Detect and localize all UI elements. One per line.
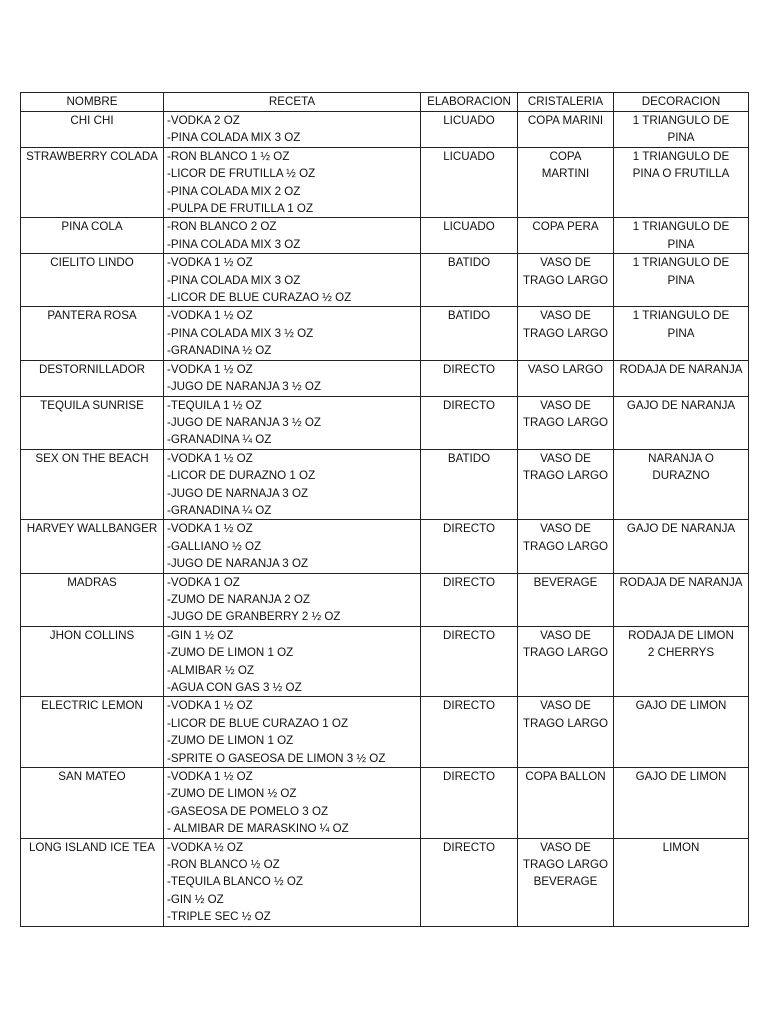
recipe-line: -GIN ½ OZ — [167, 892, 224, 906]
recipe-line: -GIN 1 ½ OZ — [167, 628, 234, 642]
cristaleria-line: COPA BALLON — [525, 770, 606, 784]
table-row — [21, 520, 749, 573]
recipe-line: -GALLIANO ½ OZ — [167, 539, 262, 553]
cristaleria-cell — [518, 697, 614, 768]
cristaleria-line: VASO DE — [540, 522, 591, 536]
recipe-cell — [164, 573, 421, 626]
cristaleria-cell — [518, 307, 614, 360]
elaboracion-text: BATIDO — [447, 256, 491, 270]
cristaleria-cell — [518, 573, 614, 626]
decoracion-cell — [614, 768, 749, 839]
cocktail-name: JHON COLLINS — [49, 628, 135, 642]
recipe-cell — [164, 254, 421, 307]
elaboracion-text: DIRECTO — [443, 575, 495, 589]
recipe-line: -RON BLANCO 2 OZ — [167, 220, 277, 234]
decoracion-line: NARANJA O — [648, 451, 714, 465]
table-row — [21, 254, 749, 307]
table-body — [21, 112, 749, 927]
recipe-line: -PINA COLADA MIX 3 OZ — [167, 273, 301, 287]
recipe-line: -PINA COLADA MIX 3 ½ OZ — [167, 326, 314, 340]
elaboracion-cell — [421, 396, 518, 449]
decoracion-cell — [614, 360, 749, 396]
table-row — [21, 838, 749, 926]
cristaleria-line: VASO LARGO — [527, 362, 604, 376]
recipe-line: -JUGO DE NARANJA 3 OZ — [167, 557, 309, 571]
elaboracion-cell — [421, 626, 518, 697]
recipe-cell — [164, 449, 421, 520]
header-receta: RECETA — [164, 93, 421, 112]
recipe-line: -JUGO DE NARANJA 3 ½ OZ — [167, 380, 321, 394]
recipe-line: -LICOR DE FRUTILLA ½ OZ — [167, 167, 316, 181]
decoracion-line: RODAJA DE NARANJA — [619, 575, 743, 589]
recipe-line: -RON BLANCO ½ OZ — [167, 858, 280, 872]
recipe-line: - ALMIBAR DE MARASKINO ¼ OZ — [167, 822, 349, 836]
cristaleria-cell — [518, 147, 614, 218]
decoracion-cell — [614, 147, 749, 218]
elaboracion-text: DIRECTO — [443, 362, 495, 376]
decoracion-cell — [614, 396, 749, 449]
cocktail-name-cell — [21, 838, 164, 926]
cristaleria-line: TRAGO LARGO — [522, 415, 609, 429]
recipe-line: -SPRITE O GASEOSA DE LIMON 3 ½ OZ — [167, 751, 386, 765]
cristaleria-line: COPA MARINI — [527, 114, 604, 127]
recipe-line: -VODKA 1 ½ OZ — [167, 362, 253, 376]
decoracion-line: GAJO DE NARANJA — [626, 522, 736, 536]
recipe-line: -GASEOSA DE POMELO 3 OZ — [167, 804, 329, 818]
recipe-cell — [164, 520, 421, 573]
decoracion-line: 2 CHERRYS — [647, 646, 715, 660]
decoracion-cell — [614, 573, 749, 626]
cristaleria-line: COPA PERA — [532, 220, 599, 234]
cristaleria-cell — [518, 396, 614, 449]
cristaleria-cell — [518, 626, 614, 697]
cristaleria-line: TRAGO LARGO — [522, 858, 609, 872]
recipe-line: -JUGO DE NARNAJA 3 OZ — [167, 486, 309, 500]
decoracion-line: 1 TRIANGULO DE — [632, 309, 730, 323]
elaboracion-text: DIRECTO — [443, 628, 495, 642]
elaboracion-cell — [421, 697, 518, 768]
cocktail-name: PANTERA ROSA — [47, 309, 137, 323]
recipe-cell — [164, 112, 421, 148]
decoracion-line: GAJO DE LIMON — [635, 699, 727, 713]
decoracion-cell — [614, 626, 749, 697]
cocktail-name: SAN MATEO — [58, 770, 126, 784]
cristaleria-line: VASO DE — [540, 398, 591, 412]
cristaleria-line: VASO DE — [540, 840, 591, 854]
cocktail-name: SEX ON THE BEACH — [35, 451, 149, 465]
cocktail-name-cell — [21, 396, 164, 449]
cocktail-name-cell — [21, 307, 164, 360]
decoracion-line: DURAZNO — [652, 469, 710, 483]
recipe-line: -PINA COLADA MIX 2 OZ — [167, 184, 301, 198]
elaboracion-cell — [421, 112, 518, 148]
elaboracion-cell — [421, 218, 518, 254]
recipe-cell — [164, 697, 421, 768]
decoracion-line: GAJO DE NARANJA — [626, 398, 736, 412]
decoracion-cell — [614, 112, 749, 148]
cocktail-name-cell — [21, 360, 164, 396]
decoracion-cell — [614, 520, 749, 573]
recipe-line: -LICOR DE BLUE CURAZAO 1 OZ — [167, 716, 349, 730]
table-row — [21, 573, 749, 626]
cocktail-name: CIELITO LINDO — [50, 256, 134, 270]
recipe-cell — [164, 626, 421, 697]
recipe-cell — [164, 147, 421, 218]
recipe-line: -TEQUILA 1 ½ OZ — [167, 398, 262, 412]
recipe-line: -RON BLANCO 1 ½ OZ — [167, 149, 290, 163]
recipe-line: -ZUMO DE LIMON 1 OZ — [167, 734, 294, 748]
cristaleria-line: VASO DE — [540, 699, 591, 713]
decoracion-line: 1 TRIANGULO DE — [632, 114, 730, 127]
table-row — [21, 147, 749, 218]
elaboracion-text: BATIDO — [447, 451, 491, 465]
recipe-cell — [164, 360, 421, 396]
recipe-line: -VODKA 1 ½ OZ — [167, 770, 253, 784]
elaboracion-cell — [421, 307, 518, 360]
recipe-line: -AGUA CON GAS 3 ½ OZ — [167, 681, 302, 694]
elaboracion-text: LICUADO — [443, 149, 495, 163]
table-header-row — [21, 93, 749, 112]
recipe-line: -PINA COLADA MIX 3 OZ — [167, 237, 301, 251]
elaboracion-cell — [421, 147, 518, 218]
recipe-line: -VODKA 1 ½ OZ — [167, 699, 253, 713]
elaboracion-text: LICUADO — [443, 114, 495, 127]
recipe-line: -JUGO DE NARANJA 3 ½ OZ — [167, 415, 321, 429]
decoracion-line: PINA — [667, 326, 695, 340]
cristaleria-line: VASO DE — [540, 309, 591, 323]
recipe-line: -TRIPLE SEC ½ OZ — [167, 910, 271, 924]
recipe-line: -VODKA 1 ½ OZ — [167, 256, 253, 270]
decoracion-cell — [614, 697, 749, 768]
cristaleria-line: COPA — [549, 149, 582, 163]
cocktail-name: STRAWBERRY COLADA — [26, 149, 158, 163]
decoracion-cell — [614, 218, 749, 254]
cristaleria-cell — [518, 449, 614, 520]
cocktail-name: LONG ISLAND ICE TEA — [28, 840, 156, 854]
cristaleria-cell — [518, 112, 614, 148]
cristaleria-line: MARTINI — [541, 167, 590, 181]
cocktail-table — [20, 92, 749, 927]
cocktail-name-cell — [21, 520, 164, 573]
decoracion-cell — [614, 307, 749, 360]
decoracion-cell — [614, 838, 749, 926]
elaboracion-text: DIRECTO — [443, 398, 495, 412]
recipe-line: -GRANADINA ½ OZ — [167, 344, 272, 358]
recipe-cell — [164, 307, 421, 360]
elaboracion-cell — [421, 449, 518, 520]
cristaleria-cell — [518, 520, 614, 573]
cocktail-name-cell — [21, 573, 164, 626]
recipe-cell — [164, 768, 421, 839]
decoracion-line: PINA — [667, 131, 695, 145]
recipe-line: -GRANADINA ¼ OZ — [167, 433, 272, 447]
decoracion-line: PINA — [667, 237, 695, 251]
cristaleria-cell — [518, 254, 614, 307]
header-elaboracion: ELABORACION — [421, 93, 518, 112]
cristaleria-line: TRAGO LARGO — [522, 326, 609, 340]
cocktail-name-cell — [21, 449, 164, 520]
recipe-cell — [164, 218, 421, 254]
decoracion-line: PINA — [667, 273, 695, 287]
cocktail-name: CHI CHI — [70, 114, 114, 127]
cristaleria-line: VASO DE — [540, 628, 591, 642]
recipe-cell — [164, 396, 421, 449]
recipe-line: -LICOR DE DURAZNO 1 OZ — [167, 469, 316, 483]
cocktail-name-cell — [21, 768, 164, 839]
cocktail-name: MADRAS — [67, 575, 117, 589]
elaboracion-cell — [421, 768, 518, 839]
table-row — [21, 768, 749, 839]
recipe-cell — [164, 838, 421, 926]
table-row — [21, 218, 749, 254]
table-row — [21, 697, 749, 768]
cristaleria-line: TRAGO LARGO — [522, 646, 609, 660]
recipe-line: -ZUMO DE LIMON ½ OZ — [167, 787, 297, 801]
cocktail-name: HARVEY WALLBANGER — [26, 522, 158, 536]
elaboracion-text: DIRECTO — [443, 522, 495, 536]
cocktail-name-cell — [21, 697, 164, 768]
recipe-line: -ALMIBAR ½ OZ — [167, 663, 254, 677]
cocktail-name: ELECTRIC LEMON — [41, 699, 143, 713]
recipe-line: -GRANADINA ¼ OZ — [167, 503, 272, 517]
recipe-line: -VODKA 1 OZ — [167, 575, 240, 589]
elaboracion-cell — [421, 360, 518, 396]
cristaleria-line: VASO DE — [540, 451, 591, 465]
table-row — [21, 449, 749, 520]
elaboracion-text: DIRECTO — [443, 699, 495, 713]
decoracion-cell — [614, 449, 749, 520]
elaboracion-cell — [421, 520, 518, 573]
recipe-line: -PINA COLADA MIX 3 OZ — [167, 131, 301, 145]
recipe-line: -VODKA 1 ½ OZ — [167, 309, 253, 323]
recipe-line: -VODKA 2 OZ — [167, 114, 240, 127]
recipe-line: -VODKA 1 ½ OZ — [167, 522, 253, 536]
elaboracion-text: LICUADO — [443, 220, 495, 234]
recipe-line: -VODKA ½ OZ — [167, 840, 244, 854]
decoracion-line: RODAJA DE LIMON — [628, 628, 734, 642]
cristaleria-cell — [518, 218, 614, 254]
table-row — [21, 396, 749, 449]
decoracion-line: RODAJA DE NARANJA — [619, 362, 743, 376]
elaboracion-text: DIRECTO — [443, 770, 495, 784]
decoracion-line: 1 TRIANGULO DE — [632, 256, 730, 270]
decoracion-line: 1 TRIANGULO DE — [632, 149, 730, 163]
decoracion-cell — [614, 254, 749, 307]
recipe-line: -VODKA 1 ½ OZ — [167, 451, 253, 465]
header-cristaleria: CRISTALERIA — [518, 93, 614, 112]
table-row — [21, 307, 749, 360]
cocktail-name: PINA COLA — [61, 220, 123, 234]
cocktail-name-cell — [21, 626, 164, 697]
elaboracion-text: DIRECTO — [443, 840, 495, 854]
recipe-line: -LICOR DE BLUE CURAZAO ½ OZ — [167, 291, 352, 305]
elaboracion-cell — [421, 838, 518, 926]
cristaleria-line: TRAGO LARGO — [522, 539, 609, 553]
recipe-line: -ZUMO DE LIMON 1 OZ — [167, 646, 294, 660]
elaboracion-cell — [421, 254, 518, 307]
cristaleria-line: TRAGO LARGO — [522, 273, 609, 287]
decoracion-line: PINA O FRUTILLA — [632, 167, 730, 181]
header-nombre: NOMBRE — [21, 93, 164, 112]
elaboracion-text: BATIDO — [447, 309, 491, 323]
cristaleria-line: VASO DE — [540, 256, 591, 270]
cocktail-name-cell — [21, 218, 164, 254]
cocktail-name-cell — [21, 147, 164, 218]
cocktail-name: TEQUILA SUNRISE — [40, 398, 144, 412]
cocktail-name: DESTORNILLADOR — [38, 362, 146, 376]
table-row — [21, 626, 749, 697]
cocktail-name-cell — [21, 112, 164, 148]
decoracion-line: 1 TRIANGULO DE — [632, 220, 730, 234]
recipe-line: -ZUMO DE NARANJA 2 OZ — [167, 592, 311, 606]
decoracion-line: LIMON — [662, 840, 700, 854]
header-decoracion: DECORACION — [614, 93, 749, 112]
elaboracion-cell — [421, 573, 518, 626]
cristaleria-line: TRAGO LARGO — [522, 469, 609, 483]
recipe-line: -JUGO DE GRANBERRY 2 ½ OZ — [167, 610, 341, 624]
cristaleria-line: BEVERAGE — [533, 875, 598, 889]
cristaleria-line: BEVERAGE — [533, 575, 598, 589]
cristaleria-line: TRAGO LARGO — [522, 716, 609, 730]
cristaleria-cell — [518, 360, 614, 396]
table-row — [21, 112, 749, 148]
table-row — [21, 360, 749, 396]
recipe-line: -TEQUILA BLANCO ½ OZ — [167, 875, 303, 889]
cristaleria-cell — [518, 838, 614, 926]
decoracion-line: GAJO DE LIMON — [635, 770, 727, 784]
cristaleria-cell — [518, 768, 614, 839]
recipe-line: -PULPA DE FRUTILLA 1 OZ — [167, 202, 314, 216]
cocktail-name-cell — [21, 254, 164, 307]
